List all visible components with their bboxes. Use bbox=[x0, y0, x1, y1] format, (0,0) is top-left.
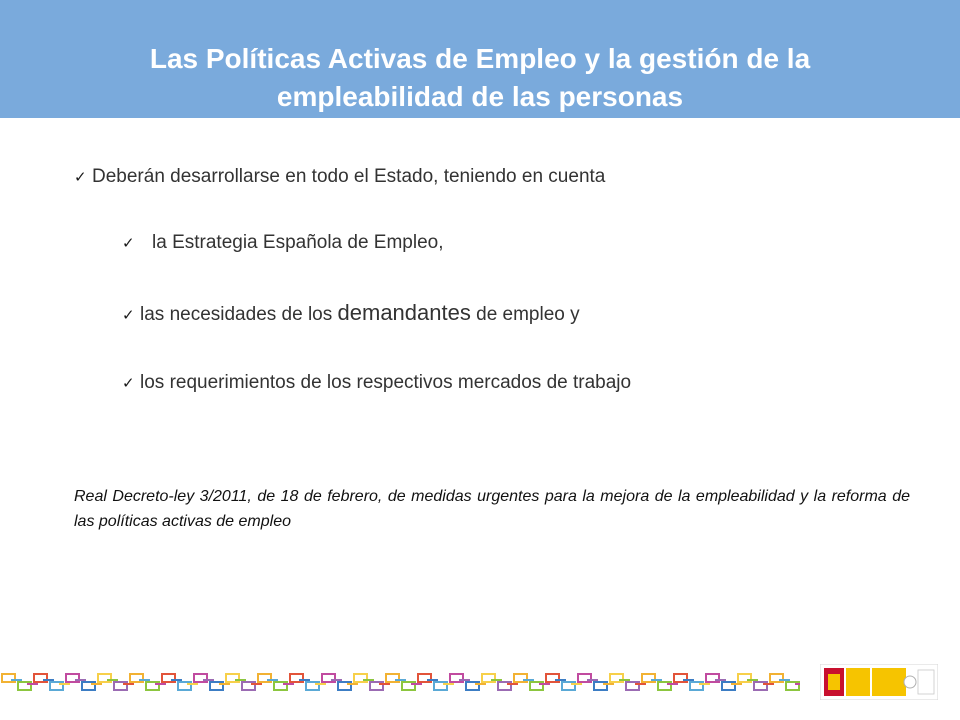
bullet-main bbox=[74, 166, 605, 188]
check-icon: ✓ bbox=[74, 168, 87, 186]
bullet-sub-2-emphasis: demandantes bbox=[337, 300, 471, 325]
bullet-sub-3 bbox=[122, 372, 631, 394]
legal-reference: Real Decreto-ley 3/2011, de 18 de febrero, de medidas urgentes para la mejora de la empleabilidad y la reforma de las políticas activas de empleo bbox=[74, 488, 910, 530]
bullet-sub-3-text: los requerimientos de los respectivos mercados de trabajo bbox=[140, 372, 632, 393]
slide-title: Las Políticas Activas de Empleo y la gestión de la empleabilidad de las personas bbox=[149, 43, 811, 112]
title-bar bbox=[0, 0, 960, 118]
bullet-sub-1-text: la Estrategia Española de Empleo, bbox=[152, 232, 444, 253]
decorative-chain-border bbox=[0, 662, 800, 696]
check-icon: ✓ bbox=[122, 306, 135, 324]
bullet-main-text: Deberán desarrollarse en todo el Estado, teniendo en cuenta bbox=[92, 166, 606, 187]
bullet-sub-2-post: de empleo y bbox=[470, 304, 580, 325]
bullet-sub-1 bbox=[122, 232, 444, 254]
bullet-sub-2-pre: las necesidades de los bbox=[140, 304, 338, 325]
check-icon: ✓ bbox=[122, 234, 135, 252]
bullet-sub-2 bbox=[122, 300, 580, 326]
government-logo bbox=[820, 664, 938, 700]
check-icon: ✓ bbox=[122, 374, 135, 392]
bullet-sub-2-text bbox=[140, 300, 580, 326]
